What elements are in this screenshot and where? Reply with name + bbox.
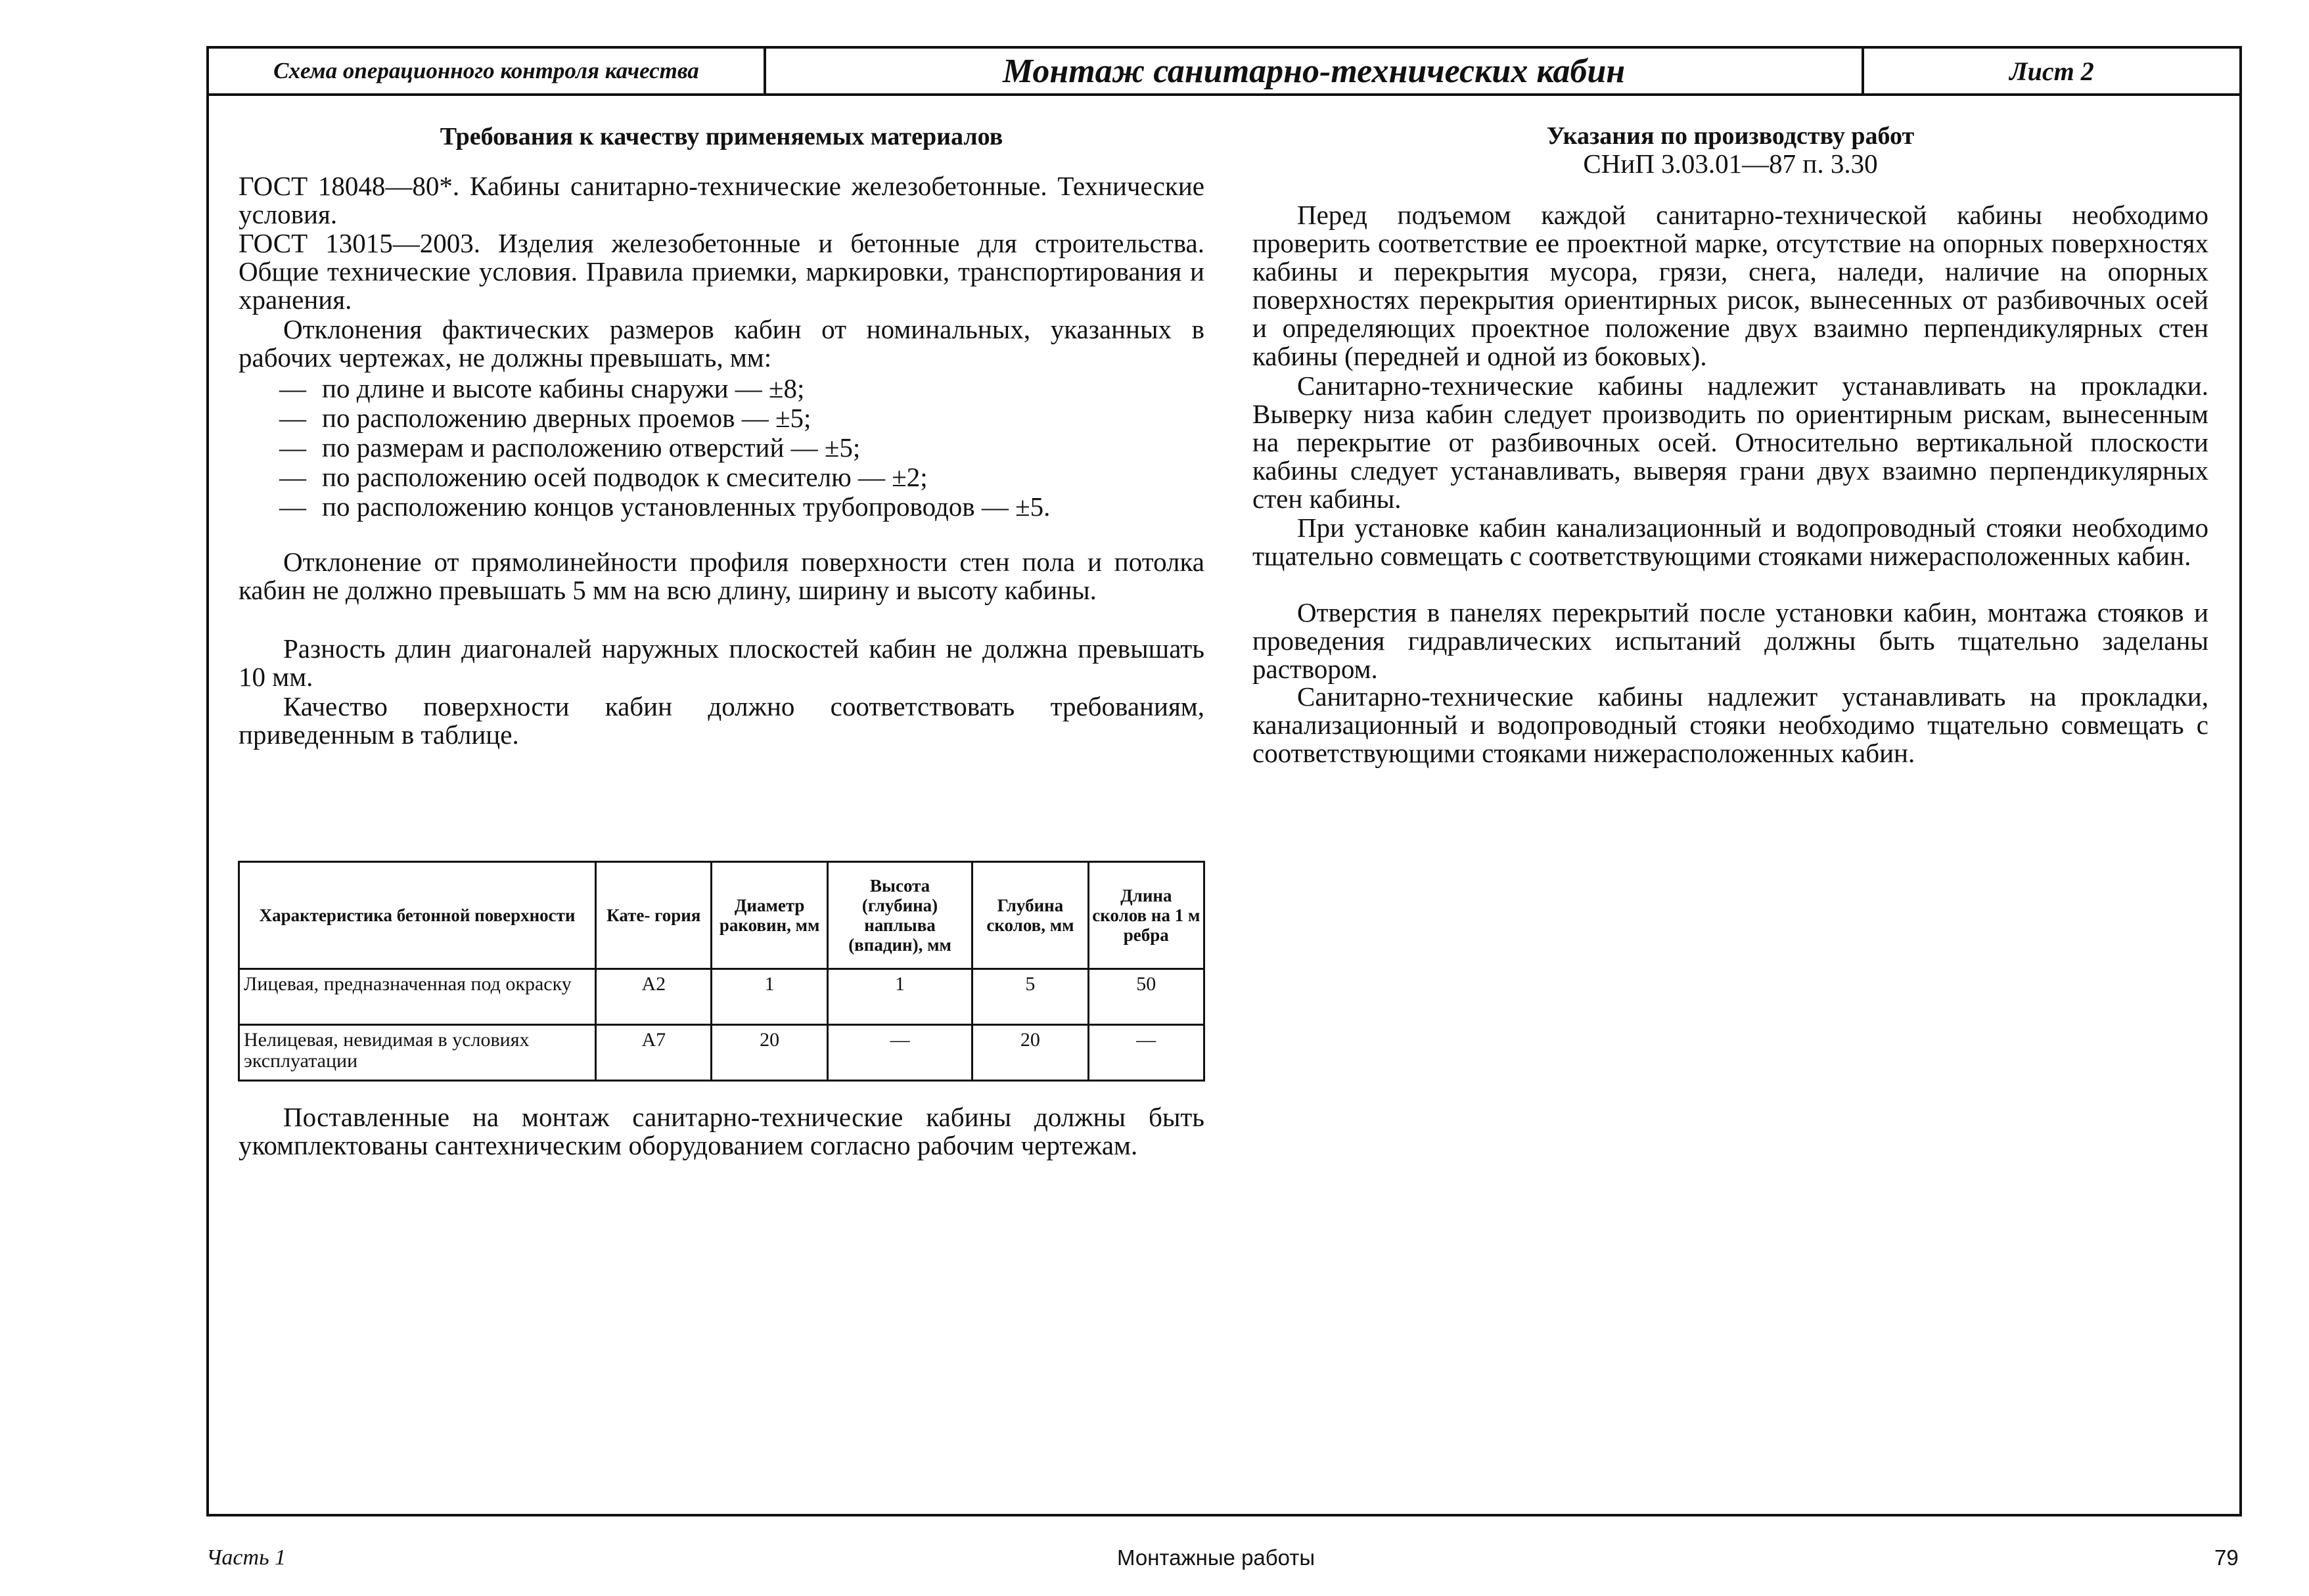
instruction-paragraph: Санитарно-технические кабины надлежит устанавливать на прокладки. Выверку низа кабин следует производить по ориентирным рискам, вынесенным на перекрытие от разбивочных осей. Относительно вертикальной плоскости кабины следует устанавливать, выверяя грани двух взаимно перпендикулярных стен кабины. — [1252, 371, 2208, 514]
table-cell: Нелицевая, невидимая в условиях эксплуатации — [239, 1025, 596, 1081]
instruction-paragraph: Отверстия в панелях перекрытий после установки кабин, монтажа стояков и проведения гидравлических испытаний должны быть тщательно заделаны раствором. — [1252, 597, 2208, 684]
table-cell: — — [827, 1025, 972, 1081]
snip-reference: СНиП 3.03.01—87 п. 3.30 — [1583, 148, 1878, 179]
table-cell: 5 — [972, 969, 1088, 1025]
deviation-item: — по размерам и расположению отверстий — ±5; — [279, 432, 861, 463]
sheet-number: Лист 2 — [2009, 56, 2094, 86]
straightness-paragraph: Отклонение от прямолинейности профиля поверхности стен пола и потолка кабин не должно превышать 5 мм на всю длину, ширину и высоту кабины. — [239, 547, 1204, 605]
deviations-intro: Отклонения фактических размеров кабин от номинальных, указанных в рабочих чертежах, не должны превышать, мм: — [239, 314, 1204, 373]
table-row — [239, 1025, 1204, 1081]
surface-quality-paragraph: Качество поверхности кабин должно соответствовать требованиям, приведенным в таблице. — [239, 691, 1204, 750]
surface-quality-table — [238, 861, 1205, 1082]
table-header-row — [239, 862, 1204, 969]
works-heading: Указания по производству работ — [1546, 122, 1915, 150]
table-header: Кате- гория — [596, 862, 712, 969]
table-header: Высота (глубина) наплыва (впадин), мм — [827, 862, 972, 969]
table-cell: А7 — [596, 1025, 712, 1081]
materials-heading: Требования к качеству применяемых материалов — [440, 123, 1003, 150]
deviation-item: — по расположению концов установленных трубопроводов — ±5. — [279, 491, 1051, 522]
table-cell: А2 — [596, 969, 712, 1025]
table-cell: — — [1088, 1025, 1204, 1081]
part-label: Часть 1 — [206, 1545, 286, 1570]
deviation-item: — по расположению дверных проемов — ±5; — [279, 403, 812, 433]
instruction-paragraph: Санитарно-технические кабины надлежит устанавливать на прокладки, канализационный и водопроводный стояки необходимо тщательно совмещать с соответствующими стояками нижерасположенных кабин. — [1252, 681, 2208, 768]
table-row — [239, 969, 1204, 1025]
equipment-paragraph: Поставленные на монтаж санитарно-технические кабины должны быть укомплектованы сантехническим оборудованием согласно рабочим чертежам. — [239, 1102, 1204, 1160]
table-cell: 50 — [1088, 969, 1204, 1025]
section-label: Монтажные работы — [1117, 1545, 1315, 1570]
table-cell: 20 — [712, 1025, 827, 1081]
table-header: Характеристика бетонной поверхности — [239, 862, 596, 969]
title-block — [209, 49, 2239, 96]
document-title: Монтаж санитарно-технических кабин — [766, 49, 1864, 93]
diagonals-paragraph: Разность длин диагоналей наружных плоскостей кабин не должна превышать 10 мм. — [239, 633, 1204, 692]
instruction-paragraph: Перед подъемом каждой санитарно-технической кабины необходимо проверить соответствие ее проектной марке, отсутствие на опорных поверхностях кабины и перекрытия мусора, грязи, снега, наледи, наличие на опорных поверхностях перекрытия ориентирных рисок, вынесенных от разбивочных осей и определяющих проектное положение двух взаимно перпендикулярных стен кабины (передней и одной из боковых). — [1252, 200, 2208, 371]
deviation-item: — по расположению осей подводок к смесителю — ±2; — [279, 462, 928, 492]
gost-18048: ГОСТ 18048—80*. Кабины санитарно-технические железобетонные. Технические условия. — [239, 171, 1204, 229]
gost-13015: ГОСТ 13015—2003. Изделия железобетонные и бетонные для строительства. Общие технические условия. Правила приемки, маркировки, транспортирования и хранения. — [239, 228, 1204, 315]
table-cell: 1 — [827, 969, 972, 1025]
table-cell: 20 — [972, 1025, 1088, 1081]
table-cell: Лицевая, предназначенная под окраску — [239, 969, 596, 1025]
instruction-paragraph: При установке кабин канализационный и водопроводный стояки необходимо тщательно совмещать с соответствующими стояками нижерасположенных кабин. — [1252, 513, 2208, 571]
table-header: Диаметр раковин, мм — [712, 862, 827, 969]
table-cell: 1 — [712, 969, 827, 1025]
deviation-item: — по длине и высоте кабины снаружи — ±8; — [279, 373, 805, 403]
table-header: Длина сколов на 1 м ребра — [1088, 862, 1204, 969]
page-frame — [206, 46, 2242, 1516]
scheme-label: Схема операционного контроля качества — [209, 49, 766, 93]
page-number: 79 — [2214, 1545, 2239, 1570]
table-header: Глубина сколов, мм — [972, 862, 1088, 969]
